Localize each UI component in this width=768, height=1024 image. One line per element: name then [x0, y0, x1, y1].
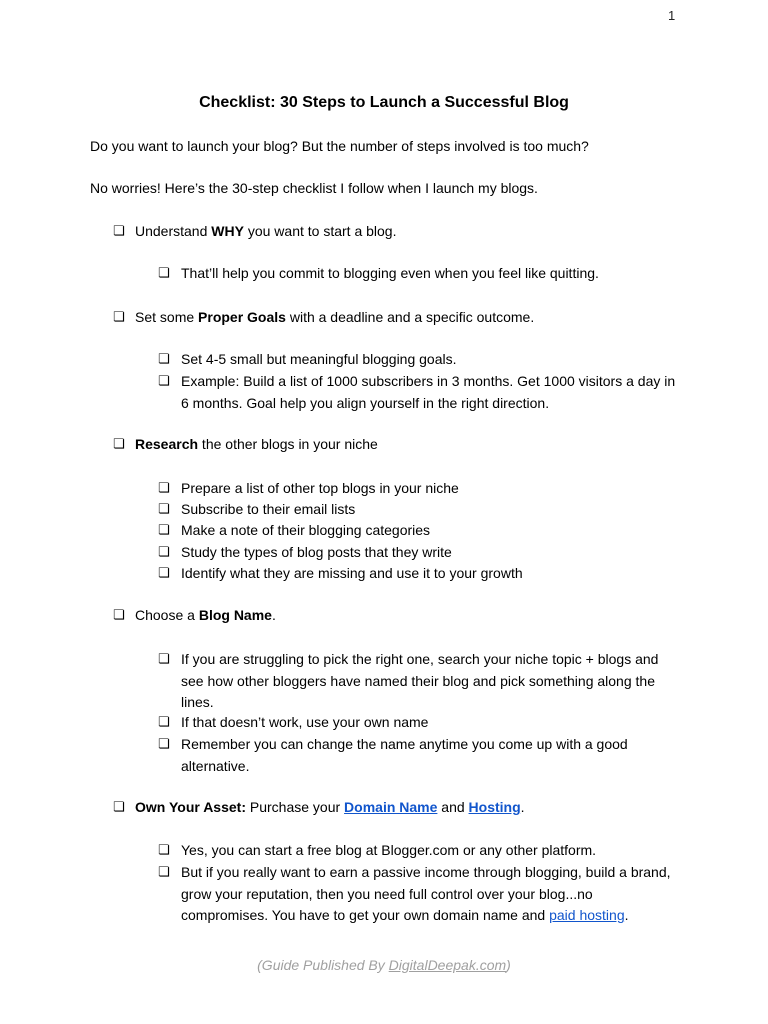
checklist-item-text: Understand WHY you want to start a blog. — [135, 223, 397, 239]
subitem-text: Make a note of their blogging categories — [181, 522, 431, 538]
checkbox-icon[interactable]: ❏ — [158, 566, 170, 581]
subitem-text: Subscribe to their email lists — [181, 501, 356, 517]
subitem-text: Remember you can change the name anytime you come up with a good alternative. — [181, 736, 628, 774]
subitem-text: Identify what they are missing and use it to your growth — [181, 565, 523, 581]
checklist-subitem[interactable] — [158, 734, 678, 777]
checklist-subitem[interactable] — [158, 520, 678, 542]
checklist-subitem[interactable] — [158, 542, 678, 564]
checkbox-icon[interactable]: ❏ — [158, 481, 170, 496]
page-number: 1 — [668, 8, 676, 23]
checkbox-icon[interactable]: ❏ — [158, 352, 170, 367]
checkbox-icon[interactable]: ❏ — [158, 865, 170, 880]
hosting-link[interactable]: Hosting — [468, 799, 521, 815]
subitem-text: Example: Build a list of 1000 subscribers in 3 months. Get 1000 visitors a day in 6 months. Goal help you align yourself in the right direction. — [181, 373, 676, 411]
checklist-item-text: Own Your Asset: Purchase your Domain Name and Hosting. — [135, 799, 525, 815]
paid-hosting-link[interactable]: paid hosting — [549, 907, 625, 923]
checklist-item-text: Research the other blogs in your niche — [135, 436, 378, 452]
checklist-item-text: Set some Proper Goals with a deadline and a specific outcome. — [135, 309, 535, 325]
digitaldeepak-link[interactable]: DigitalDeepak.com — [388, 957, 507, 973]
checklist-subitem[interactable] — [158, 649, 678, 714]
checkbox-icon[interactable]: ❏ — [158, 843, 170, 858]
checkbox-icon[interactable]: ❏ — [113, 800, 125, 815]
checkbox-icon[interactable]: ❏ — [158, 502, 170, 517]
subitem-text: Study the types of blog posts that they write — [181, 544, 452, 560]
subitem-text: But if you really want to earn a passive income through blogging, build a brand, grow your reputation, then you need full control over your blog...no compromises. You have to get your own domain name and paid hosting. — [181, 864, 671, 923]
checkbox-icon[interactable]: ❏ — [158, 266, 170, 281]
domain-name-link[interactable]: Domain Name — [344, 799, 438, 815]
subitem-text: That’ll help you commit to blogging even when you feel like quitting. — [181, 265, 599, 281]
intro-paragraph-2: No worries! Here’s the 30-step checklist I follow when I launch my blogs. — [90, 180, 538, 196]
checklist-subitem[interactable] — [158, 499, 678, 521]
checklist-item-why[interactable] — [113, 221, 396, 243]
checklist-subitem[interactable] — [158, 478, 678, 500]
checkbox-icon[interactable]: ❏ — [158, 374, 170, 389]
subitem-text: If you are struggling to pick the right one, search your niche topic + blogs and see how other bloggers have named their blog and pick something along the lines. — [181, 651, 659, 710]
checklist-item-research[interactable] — [113, 434, 378, 456]
checkbox-icon[interactable]: ❏ — [158, 545, 170, 560]
footer-credit: (Guide Published By DigitalDeepak.com) — [257, 957, 511, 973]
document-title: Checklist: 30 Steps to Launch a Successful Blog — [199, 94, 569, 111]
checkbox-icon[interactable]: ❏ — [158, 652, 170, 667]
checklist-subitem[interactable] — [158, 563, 678, 585]
checkbox-icon[interactable]: ❏ — [113, 608, 125, 623]
checklist-item-goals[interactable] — [113, 307, 534, 329]
checkbox-icon[interactable]: ❏ — [158, 715, 170, 730]
checklist-subitem[interactable] — [158, 862, 678, 927]
subitem-text: Yes, you can start a free blog at Blogger.com or any other platform. — [181, 842, 597, 858]
checkbox-icon[interactable]: ❏ — [113, 224, 125, 239]
checklist-subitem[interactable] — [158, 263, 678, 285]
subitem-text: Set 4-5 small but meaningful blogging goals. — [181, 351, 457, 367]
checklist-subitem[interactable] — [158, 371, 678, 414]
checklist-subitem[interactable] — [158, 840, 678, 862]
intro-paragraph-1: Do you want to launch your blog? But the number of steps involved is too much? — [90, 138, 589, 154]
checklist-item-blog-name[interactable] — [113, 605, 276, 627]
subitem-text: If that doesn’t work, use your own name — [181, 714, 429, 730]
checkbox-icon[interactable]: ❏ — [158, 523, 170, 538]
checklist-item-own-asset[interactable] — [113, 797, 525, 819]
checkbox-icon[interactable]: ❏ — [113, 310, 125, 325]
subitem-text: Prepare a list of other top blogs in your niche — [181, 480, 459, 496]
checkbox-icon[interactable]: ❏ — [158, 737, 170, 752]
checklist-subitem[interactable] — [158, 349, 678, 371]
checklist-item-text: Choose a Blog Name. — [135, 607, 276, 623]
checkbox-icon[interactable]: ❏ — [113, 437, 125, 452]
checklist-subitem[interactable] — [158, 712, 678, 734]
